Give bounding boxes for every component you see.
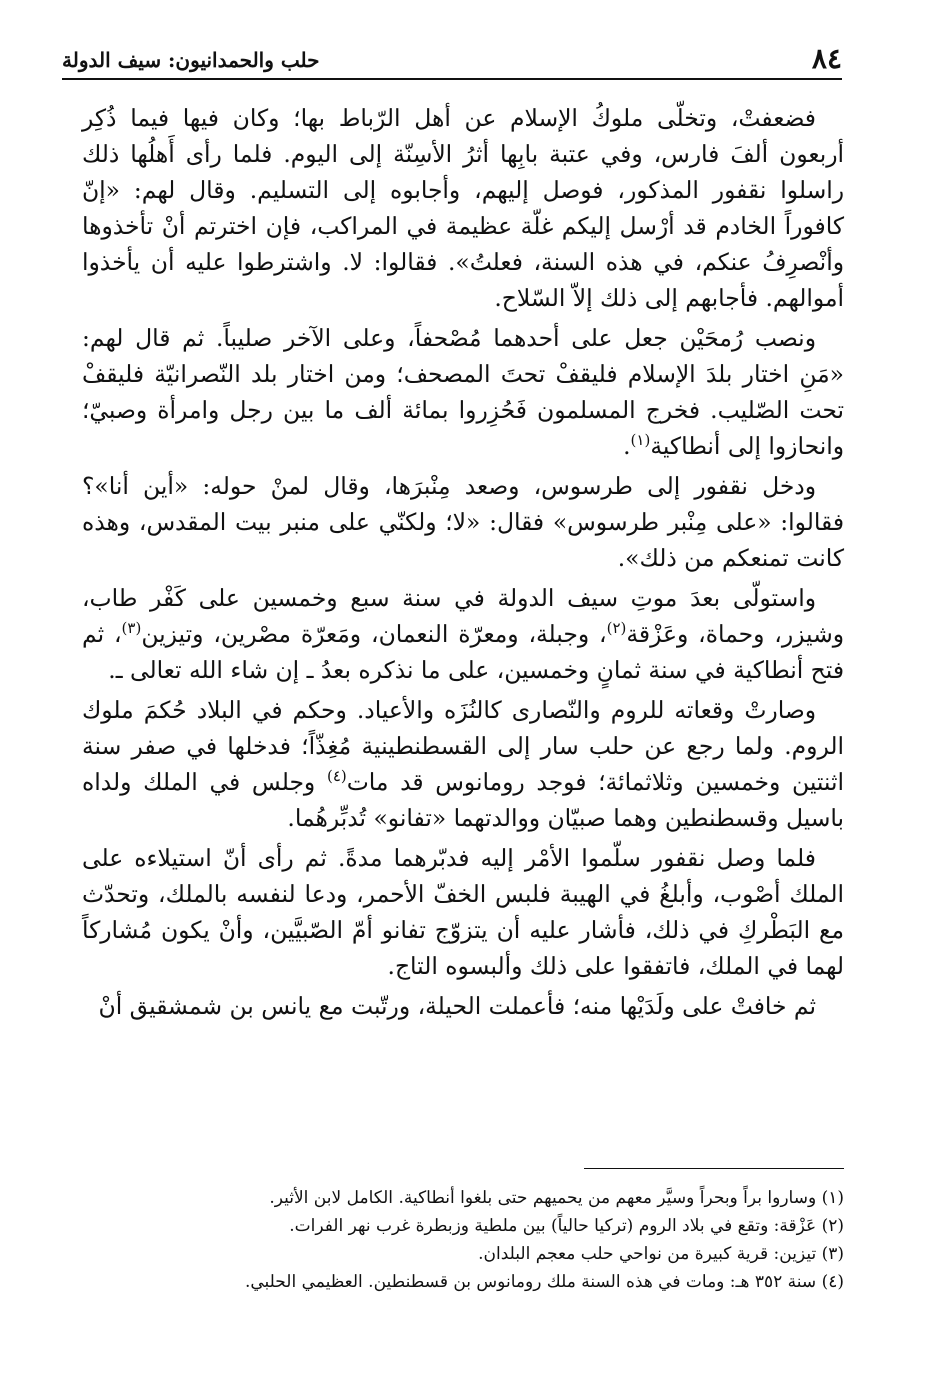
paragraph-text: ونصب رُمحَيْن جعل على أحدهما مُصْحفاً، وعلى الآخر صليباً. ثم قال لهم: «مَنِ اختار بلدَ الإسلام فليقفْ تحتَ المصحف؛ ومن اختار بلد النّصرانيّة فليقفْ تحت الصّليب. فخرج المسلمون فَحُزِروا بمائة ألف ما بين رجل وامرأة وصبيّ؛ وانحازوا إلى أنطاكية [82,324,844,460]
footnote-divider [584,1168,844,1169]
page-header [62,42,842,80]
paragraph-text: فضعفتْ، وتخلّى ملوكُ الإسلام عن أهل الرّباط بها؛ وكان فيها فيما ذُكِر أربعون ألفَ فارس، وفي عتبة بابِها أثرُ الأسِنّة إلى اليوم. فلما رأى أَهلُها ذلك راسلوا نقفور المذكور، فوصل إليهم، وأجابوه إلى التسليم. وقال لهم: «إنّ كافوراً الخادم قد أرْسل إليكم غلّة عظيمة في المراكب، فإن اخترتم أنْ تأخذوها وأنْصرِفُ عنكم، في هذه السنة، فعلتُ». فقالوا: لا. واشترطوا عليه أن يأخذوا أموالهم. فأجابهم إلى ذلك إلاّ السّلاح. [82,104,844,312]
footnote-1: (١) وساروا براً وبحراً وسيَّر معهم من يحميهم حتى بلغوا أنطاكية. الكامل لابن الأثير. [269,1188,844,1208]
page-number: ٨٤ [804,42,842,75]
footnote-2: (٢) عَزْقة: وتقع في بلاد الروم (تركيا حالياً) بين ملطية وزبطرة غرب نهر الفرات. [289,1216,844,1236]
paragraph-2 [82,320,844,464]
paragraph-text: ، ثم فتح أنطاكية في سنة ثمانٍ وخمسين، على ما نذكره بعدُ ـ إن شاء الله تعالى ـ. [82,620,844,684]
footnote-ref-1[interactable]: (١) [630,431,651,450]
paragraph-end: . [623,432,631,460]
running-title: حلب والحمدانيون: سيف الدولة [62,48,327,72]
paragraph-3 [82,468,844,576]
paragraph-text: وصارتْ وقعاته للروم والنّصارى كالنُزَه والأعياد. وحكم في البلاد حُكمَ ملوك الروم. ولما رجع عن حلب سار إلى القسطنطينية مُغِذّاً؛ فدخلها في صفر سنة اثنتين وخمسين وثلاثمائة؛ فوجد رومانوس قد مات [82,696,844,796]
paragraph-text: ثم خافتْ على ولَدَيْها منه؛ فأعملت الحيلة، ورتّبت مع يانس بن شمشقيق أنْ [98,992,816,1020]
paragraph-text: واستولّى بعدَ موتِ سيف الدولة في سنة سبع وخمسين على كَفْر طاب، وشيزر، وحماة، وعَزْقة [82,584,844,648]
paragraph-4 [82,580,844,688]
paragraph-7 [82,988,844,1024]
paragraph-1 [82,100,844,316]
paragraph-text: وجلس في الملك ولداه باسيل وقسطنطين وهما صبيّان ووالدتهما «تفانو» تُدبِّرهُما. [82,768,844,832]
paragraph-6 [82,840,844,984]
footnote-4: (٤) سنة ٣٥٢ هـ: ومات في هذه السنة ملك رومانوس بن قسطنطين. العظيمي الحلبي. [244,1272,844,1292]
footnote-ref-2[interactable]: (٢) [606,619,627,638]
paragraph-text: فلما وصل نقفور سلّموا الأمْر إليه فدبّرهما مدةً. ثم رأى أنّ استيلاءه على الملك أصْوب، وأبلغُ في الهيبة فلبس الخفّ الأحمر، ودعا لنفسه بالملك، وتحدّث مع البَطْركِ في ذلك، فأشار عليه أن يتزوّج تفانو أمّ الصّبيَّين، وأنْ يكون مُشاركاً لهما في الملك، فاتفقوا على ذلك وألبسوه التاج. [82,844,844,980]
paragraph-5 [82,692,844,836]
footnote-ref-3[interactable]: (٣) [121,619,142,638]
footnote-ref-4[interactable]: (٤) [326,767,347,786]
paragraph-text: ودخل نقفور إلى طرسوس، وصعد مِنْبرَها، وقال لمنْ حوله: «أين أنا»؟ فقالوا: «على مِنْبر طرسوس» فقال: «لا؛ ولكنّي على منبر بيت المقدس، وهذه كانت تمنعكم من ذلك». [82,472,844,572]
footnotes [74,1184,844,1296]
paragraph-text: ، وجبلة، ومعرّة النعمان، ومَعرّة مصْرين، وتيزين [141,620,607,648]
main-text [82,100,844,1028]
footnote-3: (٣) تيزين: قرية كبيرة من نواحي حلب معجم البلدان. [478,1244,844,1264]
